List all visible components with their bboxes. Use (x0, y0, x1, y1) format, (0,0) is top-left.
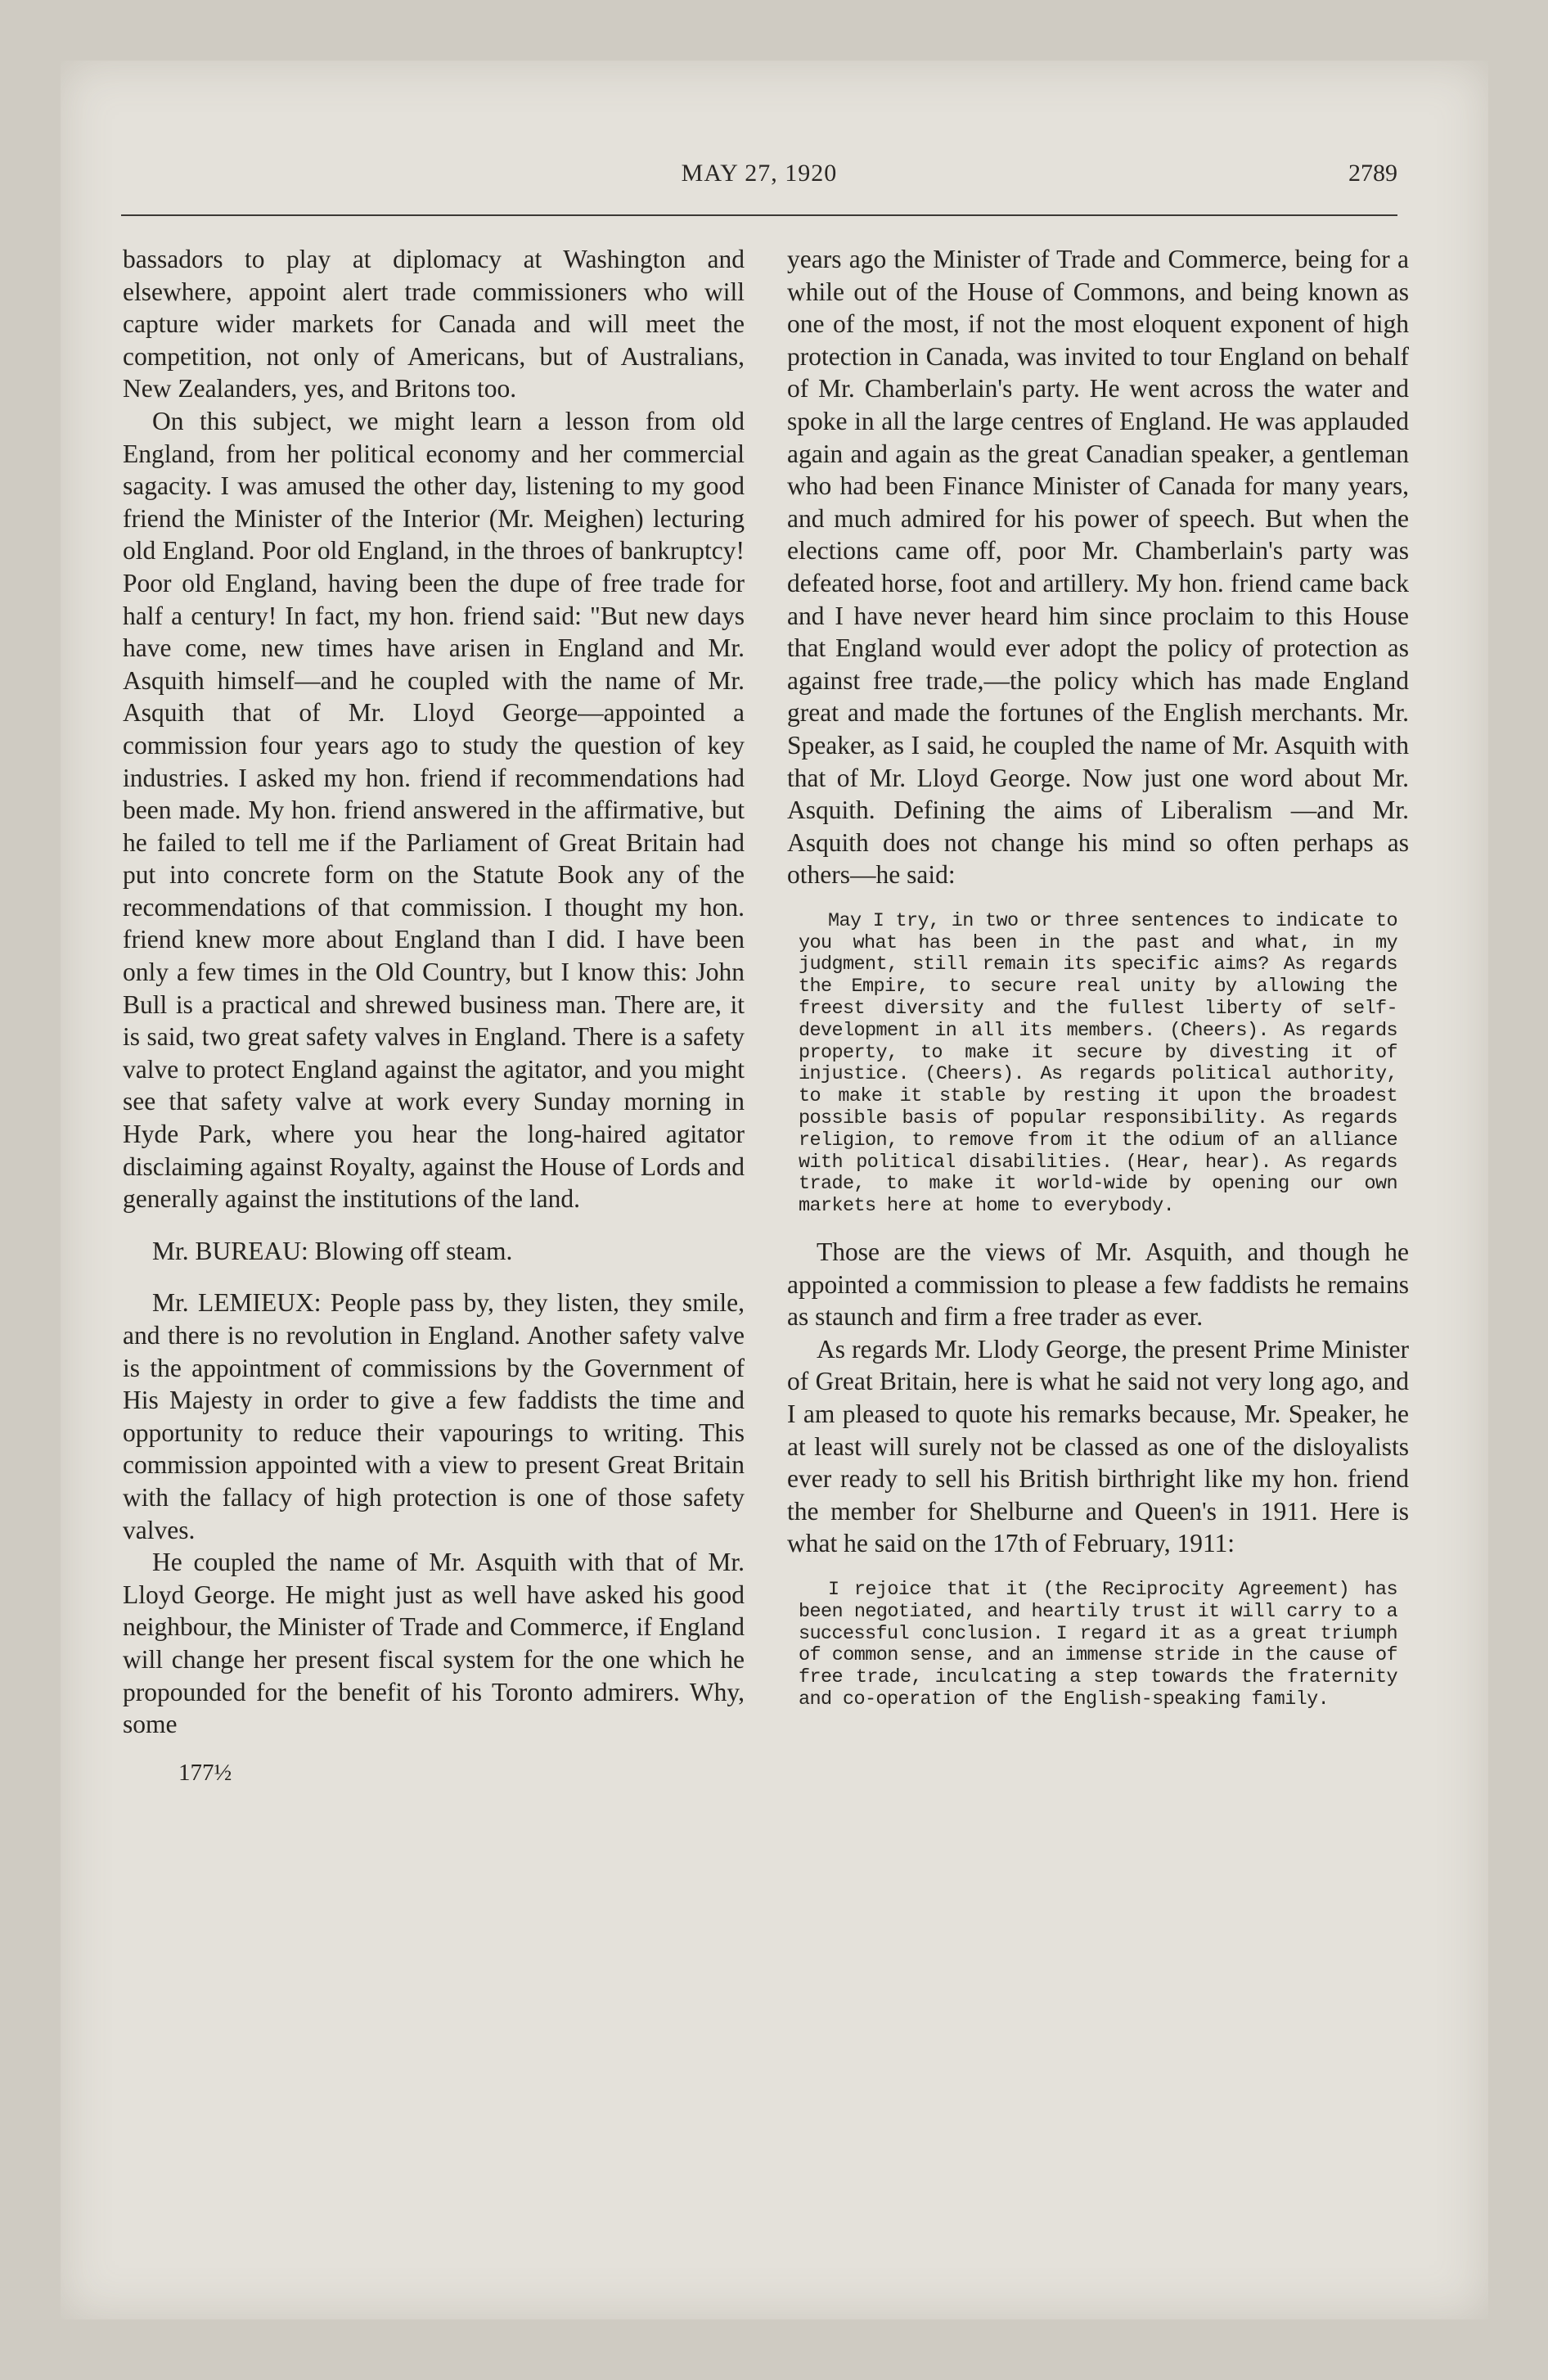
header-date: MAY 27, 1920 (681, 160, 838, 187)
page-header (121, 160, 1397, 201)
paragraph: years ago the Minister of Trade and Commerce, being for a while out of the House of Commons, and being known as one of the most, if not the most eloquent exponent of high protection in Canada, was invited to tour England on behalf of Mr. Chamberlain's party. He went across the water and spoke in all the large centres of England. He was applauded again and again as the great Canadian speaker, a gentleman who had been Finance Minister of Canada for many years, and much admired for his power of speech. But when the elections came off, poor Mr. Chamberlain's party was defeated horse, foot and artillery. My hon. friend came back and I have never heard him since proclaim to this House that England would ever adopt the policy of protection as against free trade,—the policy which has made England great and made the fortunes of the English merchants. Mr. Speaker, as I said, he coupled the name of Mr. Asquith with that of Mr. Lloyd George. Now just one word about Mr. Asquith. Defining the aims of Liberalism —and Mr. Asquith does not change his mind so often perhaps as others—he said: (787, 245, 1409, 890)
paragraph: As regards Mr. Llody George, the present Prime Minister of Great Britain, here is what he said not very long ago, and I am pleased to quote his remarks because, Mr. Speaker, he at least will surely not be classed as one of the disloyalists ever ready to sell his British birthright like my hon. friend the member for Shelburne and Queen's in 1911. Here is what he said on the 17th of February, 1911: (787, 1334, 1409, 1558)
paragraph: Those are the views of Mr. Asquith, and though he appointed a commission to please a few faddists he remains as staunch and firm a free trader as ever. (787, 1237, 1409, 1332)
left-column (123, 243, 745, 1789)
folio-number: 177½ (178, 1759, 232, 1786)
quote-text: May I try, in two or three sentences to indicate to you what has been in the past and what, in my judgment, still remain its specific aims? As regards the Empire, to secure real unity by allowing the freest diversity and the fullest liberty of self-development in all its members. (Cheers). As regards property, to make it secure by divesting it of injustice. (Cheers). As regards political authority, to make it stable by resting it upon the broadest possible basis of popular responsibility. As regards religion, to remove from it the odium of an alliance with political disabilities. (Hear, hear). As regards trade, to make it world-wide by opening our own markets here at home to everybody. (799, 909, 1397, 1218)
header-rule (121, 214, 1397, 216)
page-number: 2789 (1348, 160, 1397, 187)
quote-text: I rejoice that it (the Reciprocity Agreement) has been negotiated, and heartily trust it will carry to a successful conclusion. I regard it as a great triumph of common sense, and an immense stride in the cause of free trade, inculcating a step towards the fraternity and co-operation of the English-speaking family. (799, 1578, 1397, 1711)
block-quote (799, 911, 1397, 1218)
paragraph: Mr. BUREAU: Blowing off steam. (152, 1236, 513, 1265)
block-quote (799, 1580, 1397, 1711)
paragraph: On this subject, we might learn a lesson from old England, from her political economy and her commercial sagacity. I was amused the other day, listening to my good friend the Minister of the Interior (Mr. Meighen) lecturing old England. Poor old England, in the throes of bankruptcy! Poor old England, having been the dupe of free trade for half a century! In fact, my hon. friend said: "But new days have come, new times have arisen in England and Mr. Asquith himself—and he coupled with the name of Mr. Asquith that of Mr. Lloyd George—appointed a commission four years ago to study the question of key industries. I asked my hon. friend if recommendations had been made. My hon. friend answered in the affirmative, but he failed to tell me if the Parliament of Great Britain had put into concrete form on the Statute Book any of the recommendations of that commission. I thought my hon. friend knew more about England than I did. I have been only a few times in the Old Country, but I know this: John Bull is a practical and shrewed business man. There are, it is said, two great safety valves in England. There is a safety valve to protect England against the agitator, and you might see that safety valve at work every Sunday morning in Hyde Park, where you hear the long-haired agitator disclaiming against Royalty, against the House of Lords and generally against the institutions of the land. (123, 406, 745, 1214)
paragraph: He coupled the name of Mr. Asquith with that of Mr. Lloyd George. He might just as well have asked his good neighbour, the Minister of Trade and Commerce, if England will change her present fiscal system for the one which he propounded for the benefit of his Toronto admirers. Why, some (123, 1548, 745, 1739)
right-column (787, 243, 1409, 1729)
paragraph: bassadors to play at diplomacy at Washington and elsewhere, appoint alert trade commissioners who will capture wider markets for Canada and will meet the competition, not only of Americans, but of Australians, New Zealanders, yes, and Britons too. (123, 245, 745, 403)
paragraph: Mr. LEMIEUX: People pass by, they listen, they smile, and there is no revolution in England. Another safety valve is the appointment of commissions by the Government of His Majesty in order to give a few faddists the time and opportunity to reduce their vapourings to writing. This commission appointed with a view to present Great Britain with the fallacy of high protection is one of those safety valves. (123, 1288, 745, 1544)
